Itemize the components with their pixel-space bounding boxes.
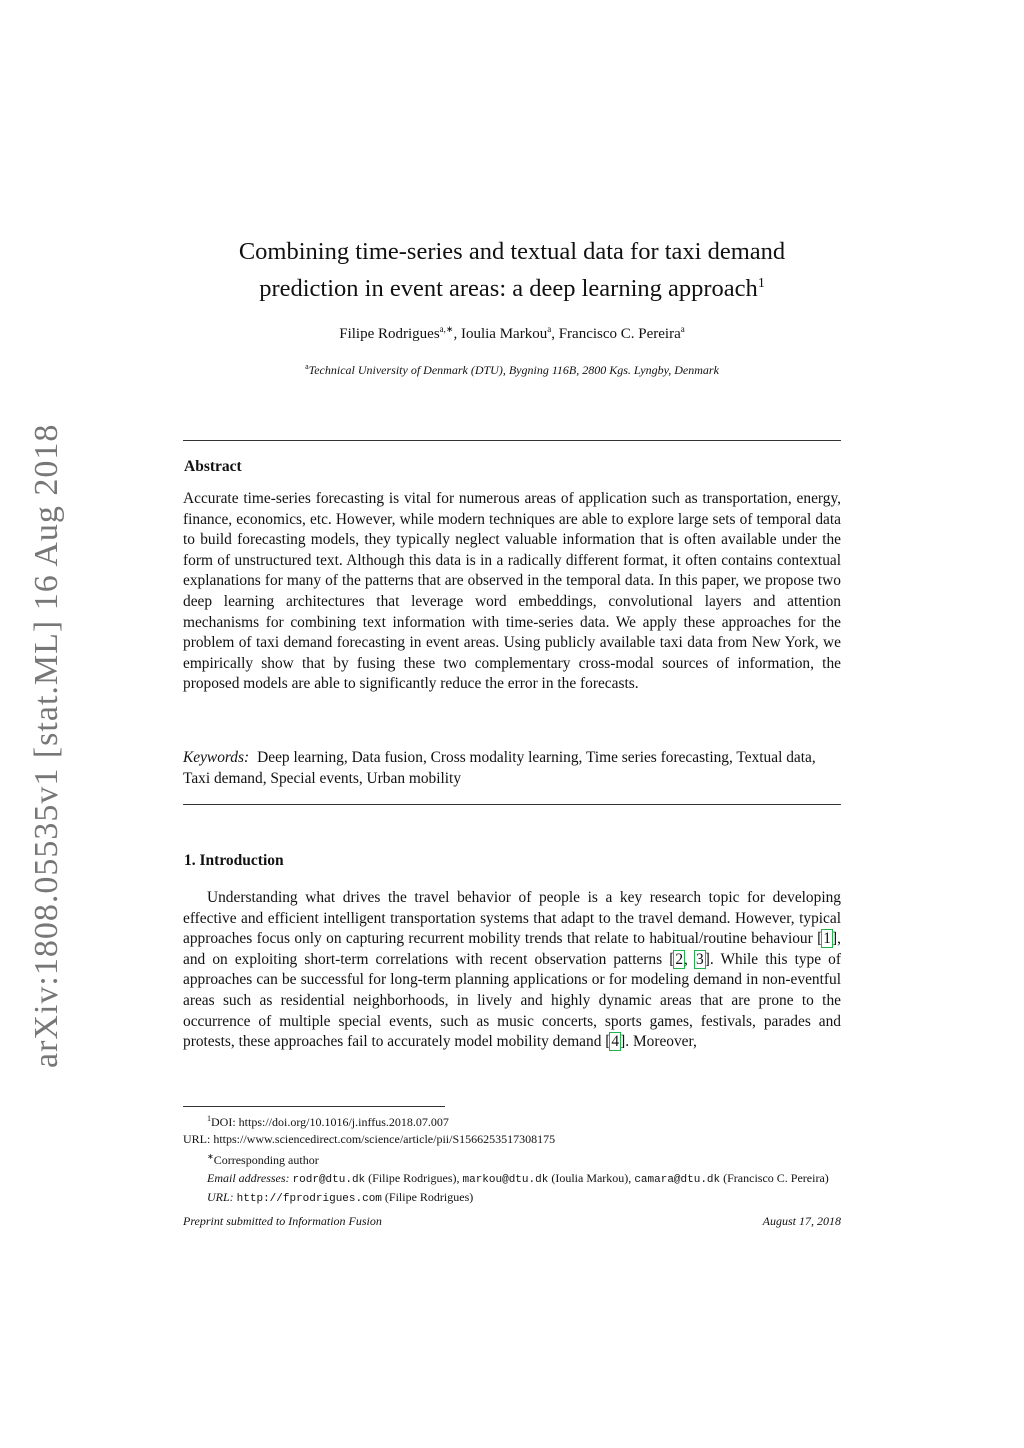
keywords-label: Keywords:	[183, 749, 250, 766]
footnote-divider	[183, 1106, 445, 1107]
citation-link[interactable]: 2	[675, 950, 684, 968]
affiliation: $^a$Technical University of Denmark (DTU), Bygning 116B, 2800 Kgs. Lyngby, Denmark	[305, 362, 719, 377]
citation-link[interactable]: 1	[823, 930, 831, 948]
paper-title	[183, 236, 841, 305]
homepage-link[interactable]: http://fprodrigues.com	[236, 1192, 382, 1205]
author-list	[183, 324, 841, 343]
email-link[interactable]: rodr@dtu.dk	[292, 1173, 366, 1186]
citation-link[interactable]: 4	[611, 1033, 620, 1051]
section-heading-introduction: 1. Introduction	[184, 852, 284, 869]
top-divider	[183, 440, 841, 441]
footer-date: August 17, 2018	[762, 1214, 841, 1228]
footer-preprint-note: Preprint submitted to Information Fusion	[183, 1214, 382, 1228]
author: Filipe Rodrigues$^{a,∗}$,	[339, 324, 461, 342]
footnotes	[183, 1110, 841, 1208]
footnote-homepage: URL: http://fprodrigues.com (Filipe Rodrigues)	[207, 1189, 474, 1205]
abstract-heading: Abstract	[184, 458, 242, 475]
introduction-body: Understanding what drives the travel behavior of people is a key research topic for developing effective and efficient intelligent transportation systems that adapt to the travel demand. However, typical approaches focus only on capturing recurrent mobility trends that relate to habitual/routine behaviour [1], and on exploiting short-term correlations with recent observation patterns [2, 3]. While this type of approaches can be successful for long-term planning applications or for modeling demand in non-eventful areas such as residential neighborhoods, in lively and highly dynamic areas that are prone to the occurrence of multiple special events, such as music concerts, sports games, festivals, parades and protests, these approaches fail to accurately model mobility demand [4]. Moreover,	[183, 889, 841, 1051]
footnote-emails: Email addresses: rodr@dtu.dk (Filipe Rodrigues), markou@dtu.dk (Ioulia Markou), camara@dtu.dk (Francisco C. Pereira)	[207, 1170, 829, 1186]
footnote-doi: $^1$DOI: https://doi.org/10.1016/j.inffus.2018.07.007	[207, 1114, 449, 1129]
keywords-text: Deep learning, Data fusion, Cross modality learning, Time series forecasting, Textual data, Taxi demand, Special events, Urban mobility	[183, 749, 816, 787]
email-link[interactable]: markou@dtu.dk	[462, 1173, 549, 1186]
citation-link[interactable]: 3	[696, 950, 704, 968]
title-footnote-mark[interactable]: 1	[757, 276, 765, 291]
author: Ioulia Markou$^a$,	[460, 324, 559, 342]
title-line-1: Combining time-series and textual data for taxi demand	[238, 238, 786, 265]
footnote-url: URL: https://www.sciencedirect.com/science/article/pii/S1566253517308175	[183, 1132, 556, 1147]
title-line-2: prediction in event areas: a deep learning approach$^1$	[259, 275, 765, 303]
footnote-corresponding: ∗Corresponding author	[207, 1152, 319, 1168]
keywords	[183, 748, 841, 789]
abstract-body: Accurate time-series forecasting is vital for numerous areas of application such as transportation, energy, finance, economics, etc. However, while modern techniques are able to explore large sets of temporal data to build forecasting models, they typically neglect valuable information that is often available under the form of unstructured text. Although this data is in a radically different format, it often contains contextual explanations for many of the patterns that are observed in the temporal data. In this paper, we propose two deep learning architectures that leverage word embeddings, convolutional layers and attention mechanisms for combining text information with time-series data. We apply these approaches for the problem of taxi demand forecasting in event areas. Using publicly available taxi data from New York, we empirically show that by fusing these two complementary cross-modal sources of information, the proposed models are able to significantly reduce the error in the forecasts.	[183, 490, 841, 693]
page-footer	[183, 1214, 841, 1229]
author: Francisco C. Pereira$^a$	[558, 324, 685, 342]
arxiv-identifier-stamp: arXiv:1808.05535v1 [stat.ML] 16 Aug 2018	[28, 423, 65, 1068]
bottom-divider	[183, 804, 841, 805]
email-link[interactable]: camara@dtu.dk	[634, 1173, 721, 1186]
